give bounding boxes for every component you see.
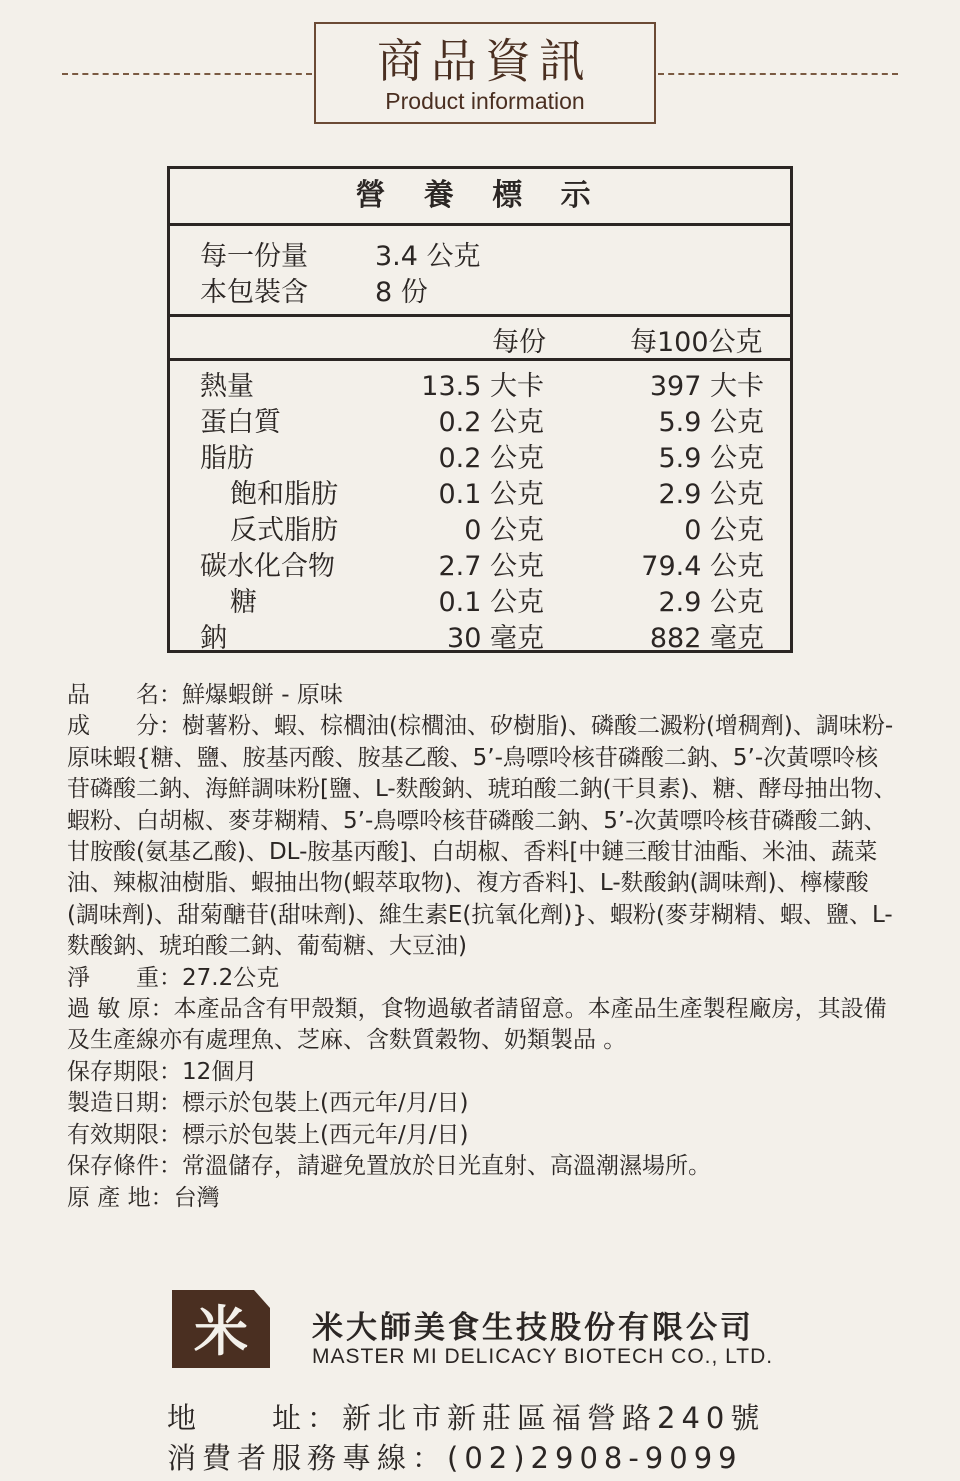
logo-shape-icon bbox=[166, 1284, 276, 1374]
nutrition-row bbox=[170, 441, 790, 477]
per-serving-value: 2.7 公克 bbox=[438, 551, 544, 582]
per-100g-value: 5.9 公克 bbox=[658, 443, 764, 474]
info-value: 標示於包裝上(西元年/月/日) bbox=[182, 1121, 469, 1148]
header-box bbox=[314, 22, 656, 124]
info-value: 常溫儲存，請避免置放於日光直射、高溫潮濕場所。 bbox=[182, 1153, 711, 1180]
address-value: 新北市新莊區福營路240號 bbox=[342, 1401, 766, 1435]
package-value: 8 份 bbox=[375, 277, 428, 308]
nutrition-row bbox=[170, 585, 790, 621]
nutrient-name: 碳水化合物 bbox=[200, 551, 335, 582]
info-label: 有效期限： bbox=[67, 1121, 182, 1148]
per-100g-value: 882 毫克 bbox=[649, 623, 764, 654]
info-storage bbox=[67, 1151, 897, 1182]
info-origin bbox=[67, 1183, 897, 1214]
info-weight bbox=[67, 963, 897, 994]
hotline-value: (02)2908-9099 bbox=[447, 1441, 743, 1475]
info-allergen bbox=[67, 994, 897, 1057]
nutrition-row bbox=[170, 369, 790, 405]
nutrient-name: 糖 bbox=[230, 587, 257, 618]
nutrient-name: 脂肪 bbox=[200, 443, 254, 474]
per-100g-value: 5.9 公克 bbox=[658, 407, 764, 438]
info-shelf-life bbox=[67, 1057, 897, 1088]
per-serving-value: 0.1 公克 bbox=[438, 479, 544, 510]
per-100g-value: 0 公克 bbox=[684, 515, 764, 546]
nutrient-name: 蛋白質 bbox=[200, 407, 281, 438]
per-serving-value: 30 毫克 bbox=[447, 623, 544, 654]
nutrition-rows bbox=[170, 361, 790, 657]
per-serving-value: 0.2 公克 bbox=[438, 443, 544, 474]
col-per-100g: 每100公克 bbox=[630, 327, 763, 358]
info-ingredients bbox=[67, 711, 897, 962]
hotline-label: 消費者服務專線： bbox=[167, 1441, 448, 1475]
info-label: 保存期限： bbox=[67, 1058, 182, 1085]
per-serving-value: 0.1 公克 bbox=[438, 587, 544, 618]
nutrition-row bbox=[170, 513, 790, 549]
info-label: 過 敏 原： bbox=[67, 996, 174, 1023]
info-value: 樹薯粉、蝦、棕櫚油(棕櫚油、矽樹脂)、磷酸二澱粉(增稠劑)、調味粉-原味蝦{糖、鹽、胺基丙酸、胺基乙酸、5’-鳥嘌呤核苷磷酸二鈉、5’-次黃嘌呤核苷磷酸二鈉、海鮮調味粉[鹽、L-麩酸鈉、琥珀酸二鈉(干貝素)、糖、酵母抽出物、蝦粉、白胡椒、麥芽糊精、5’-鳥嘌呤核苷磷酸二鈉、5’-次黃嘌呤核苷磷酸二鈉、甘胺酸(氨基乙酸)、DL-胺基丙酸]、白胡椒、香料[中鏈三酸甘油酯、米油、蔬菜油、辣椒油樹脂、蝦抽出物(蝦萃取物)、複方香料]、L-麩酸鈉(調味劑)、檸檬酸(調味劑)、甜菊醣苷(甜味劑)、維生素E(抗氧化劑)}、蝦粉(麥芽糊精、蝦、鹽、L-麩酸鈉、琥珀酸二鈉、葡萄糖、大豆油) bbox=[67, 713, 897, 960]
info-label: 製造日期： bbox=[67, 1090, 182, 1117]
per-serving-value: 13.5 大卡 bbox=[421, 371, 544, 402]
info-value: 台灣 bbox=[173, 1184, 220, 1211]
package-label: 本包裝含 bbox=[200, 277, 308, 308]
nutrition-row bbox=[170, 549, 790, 585]
per-serving-value: 0.2 公克 bbox=[438, 407, 544, 438]
info-value: 鮮爆蝦餅 - 原味 bbox=[182, 682, 343, 708]
info-label: 保存條件： bbox=[67, 1153, 182, 1180]
company-name-en: MASTER MI DELICACY BIOTECH CO., LTD. bbox=[312, 1345, 774, 1368]
info-label: 品 名： bbox=[67, 682, 182, 708]
info-mfg-date bbox=[67, 1088, 897, 1119]
company-logo bbox=[166, 1284, 276, 1374]
nutrition-table bbox=[167, 166, 793, 653]
company-hotline bbox=[167, 1436, 743, 1477]
serving-info bbox=[170, 226, 790, 317]
info-label: 原 產 地： bbox=[67, 1184, 174, 1211]
header-divider-right bbox=[658, 73, 898, 75]
nutrient-name: 飽和脂肪 bbox=[230, 479, 338, 510]
per-serving-value: 0 公克 bbox=[464, 515, 544, 546]
info-value: 27.2公克 bbox=[182, 964, 280, 991]
product-info bbox=[67, 680, 897, 1214]
info-value: 12個月 bbox=[182, 1058, 258, 1085]
company-address bbox=[167, 1396, 765, 1437]
info-value: 本產品含有甲殼類，食物過敏者請留意。本產品生產製程廠房，其設備及生產線亦有處理魚、芝麻、含麩質穀物、奶類製品 。 bbox=[67, 996, 887, 1054]
nutrition-row bbox=[170, 477, 790, 513]
nutrient-name: 反式脂肪 bbox=[230, 515, 338, 546]
col-per-serving: 每份 bbox=[492, 327, 546, 358]
info-exp-date bbox=[67, 1120, 897, 1151]
nutrition-row bbox=[170, 405, 790, 441]
company-name-zh: 米大師美食生技股份有限公司 bbox=[312, 1310, 754, 1346]
info-label: 淨 重： bbox=[67, 964, 182, 991]
per-100g-value: 79.4 公克 bbox=[641, 551, 764, 582]
page-title: 商品資訊 bbox=[377, 34, 593, 88]
nutrient-name: 鈉 bbox=[200, 623, 227, 654]
serving-value: 3.4 公克 bbox=[375, 241, 481, 272]
logo-char: 米 bbox=[194, 1300, 248, 1363]
per-100g-value: 397 大卡 bbox=[649, 371, 764, 402]
header-divider-left bbox=[62, 73, 312, 75]
address-label: 地 址： bbox=[167, 1401, 343, 1435]
nutrition-title: 營 養 標 示 bbox=[170, 169, 790, 226]
info-value: 標示於包裝上(西元年/月/日) bbox=[182, 1090, 469, 1117]
page-subtitle: Product information bbox=[385, 88, 585, 114]
info-label: 成 分： bbox=[67, 713, 182, 740]
serving-label: 每一份量 bbox=[200, 241, 308, 272]
per-100g-value: 2.9 公克 bbox=[658, 587, 764, 618]
per-100g-value: 2.9 公克 bbox=[658, 479, 764, 510]
nutrition-column-headers bbox=[170, 317, 790, 361]
nutrient-name: 熱量 bbox=[200, 371, 254, 402]
info-name bbox=[67, 680, 897, 711]
nutrition-row bbox=[170, 621, 790, 657]
